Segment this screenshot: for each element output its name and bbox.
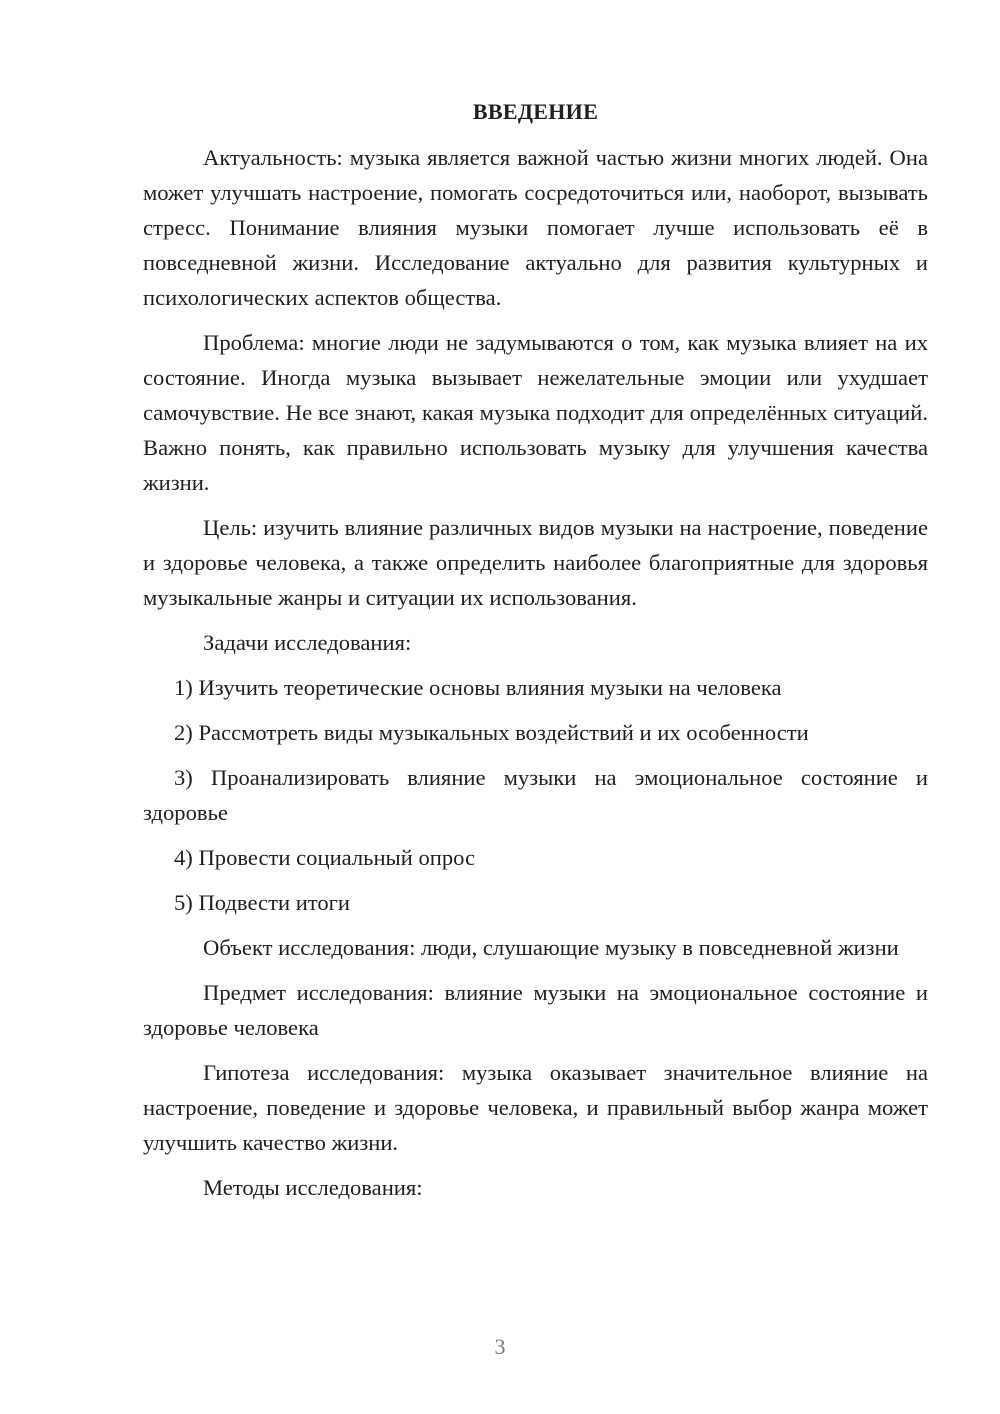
paragraph-tasks-heading: Задачи исследования: <box>203 630 412 655</box>
page-title: ВВЕДЕНИЕ <box>472 99 599 124</box>
task-item-2: 2) Рассмотреть виды музыкальных воздействий и их особенности <box>174 720 809 745</box>
page-number: 3 <box>494 1334 506 1359</box>
task-item-4: 4) Провести социальный опрос <box>174 845 476 870</box>
task-item-5: 5) Подвести итоги <box>174 890 351 915</box>
paragraph-goal: Цель: изучить влияние различных видов музыки на настроение, поведение и здоровье человека, а также определить наиболее благоприятные для здоровья музыкальные жанры и ситуации их использования. <box>143 515 928 610</box>
paragraph-hypothesis: Гипотеза исследования: музыка оказывает значительное влияние на настроение, поведение и здоровье человека, и правильный выбор жанра может улучшить качество жизни. <box>143 1060 928 1155</box>
page-content <box>143 94 928 1215</box>
paragraph-research-object: Объект исследования: люди, слушающие музыку в повседневной жизни <box>203 935 899 960</box>
paragraph-relevance: Актуальность: музыка является важной частью жизни многих людей. Она может улучшать настроение, помогать сосредоточиться или, наоборот, вызывать стресс. Понимание влияния музыки помогает лучше использовать её в повседневной жизни. Исследование актуально для развития культурных и психологических аспектов общества. <box>143 145 928 310</box>
paragraph-methods: Методы исследования: <box>203 1175 423 1200</box>
paragraph-problem: Проблема: многие люди не задумываются о том, как музыка влияет на их состояние. Иногда музыка вызывает нежелательные эмоции или ухудшает самочувствие. Не все знают, какая музыка подходит для определённых ситуаций. Важно понять, как правильно использовать музыку для улучшения качества жизни. <box>143 330 928 495</box>
task-item-3: 3) Проанализировать влияние музыки на эмоциональное состояние и здоровье <box>143 765 928 825</box>
paragraph-research-subject: Предмет исследования: влияние музыки на эмоциональное состояние и здоровье человека <box>143 980 928 1040</box>
task-item-1: 1) Изучить теоретические основы влияния музыки на человека <box>174 675 782 700</box>
